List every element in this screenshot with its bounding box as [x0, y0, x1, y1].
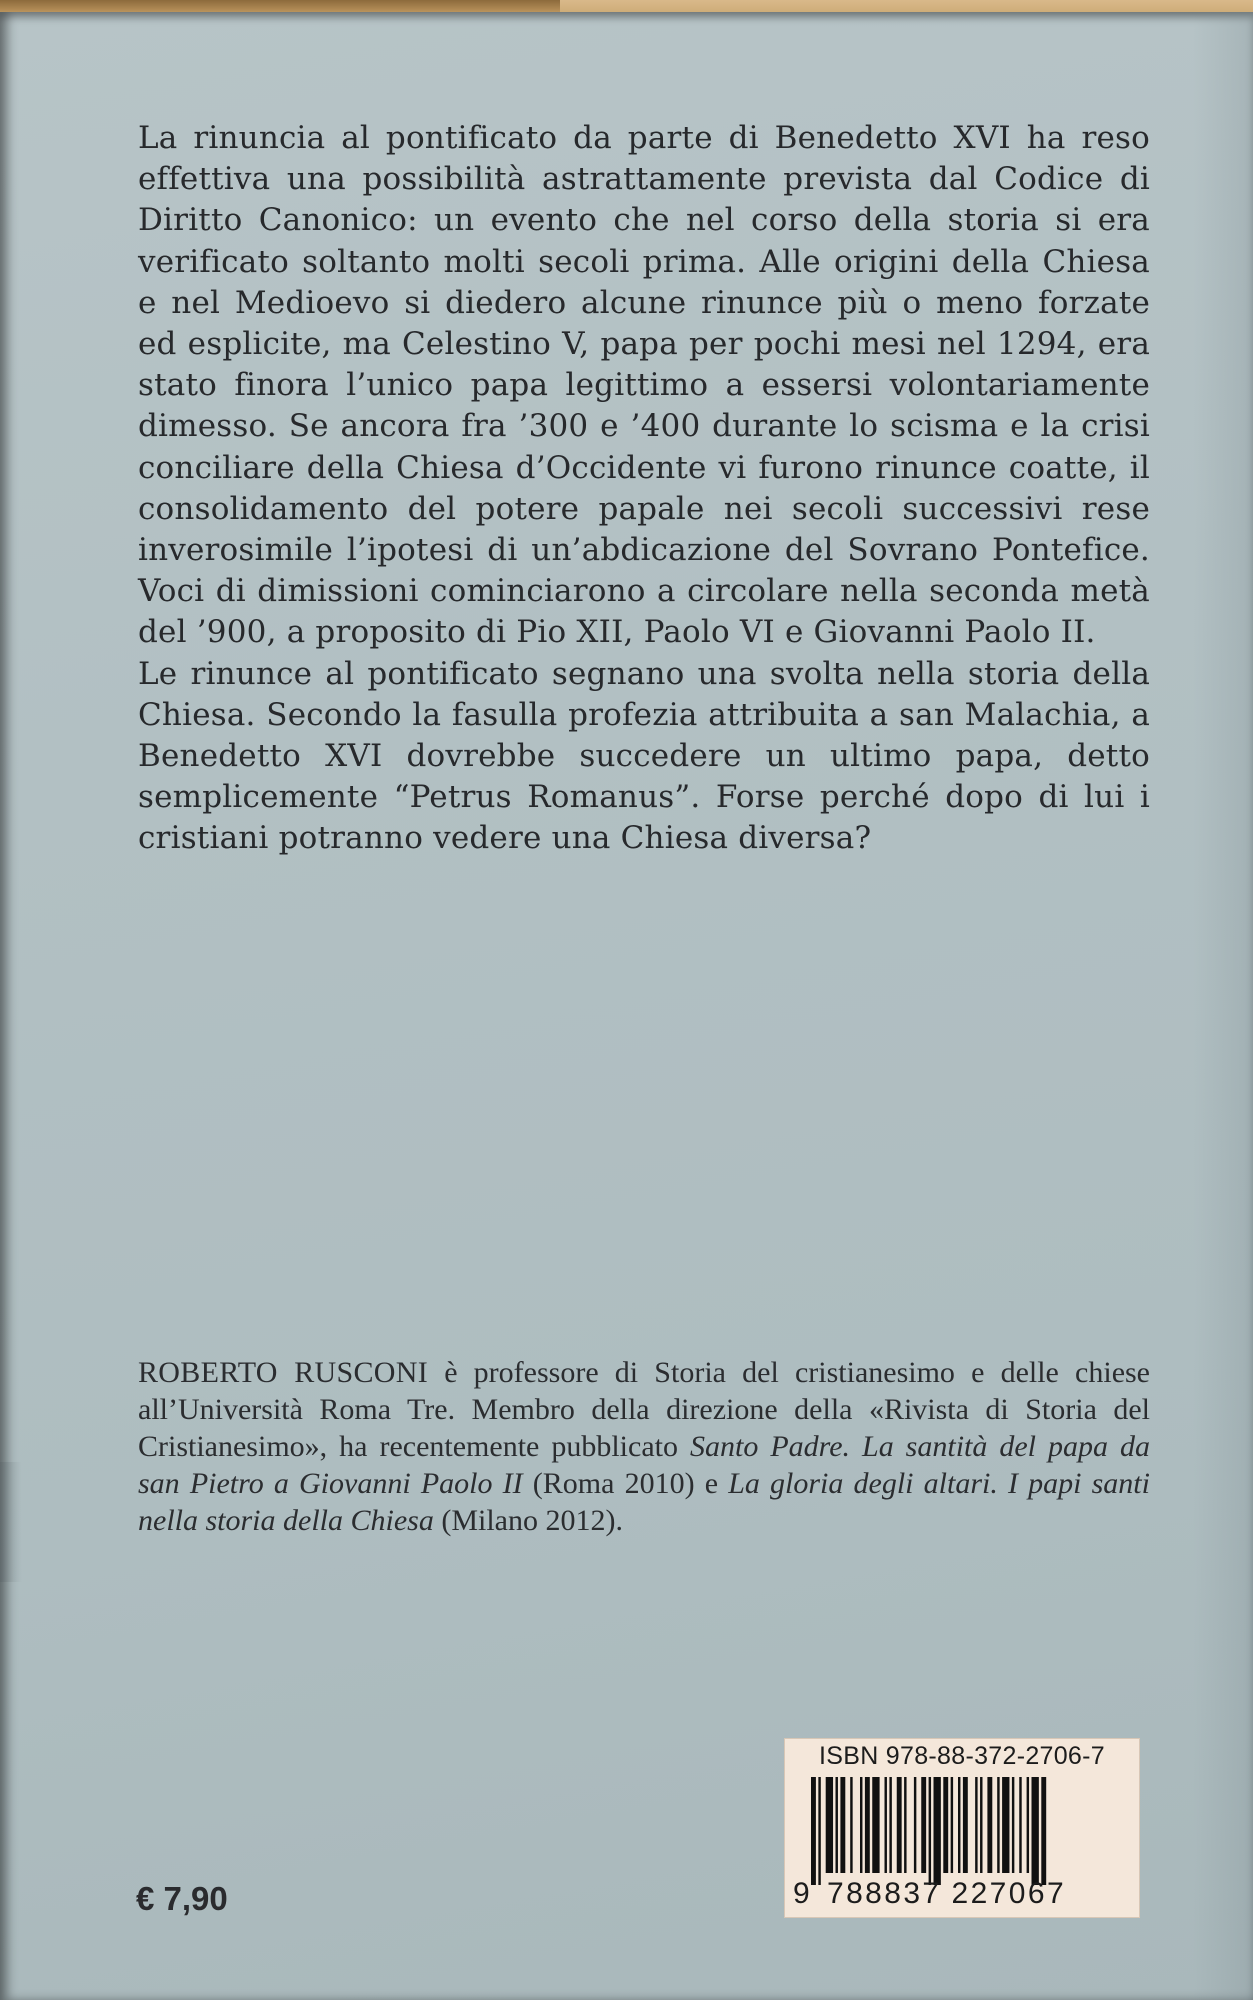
barcode-bar — [872, 1777, 879, 1873]
barcode-bar — [980, 1777, 982, 1873]
blurb-paragraph-1: La rinuncia al pontificato da parte di Benedetto XVI ha reso effettiva una possibilità astrattamente prevista dal Codice di Diritto Canonico: un evento che nel corso della storia si era verificato soltanto molti secoli prima. Alle origini della Chiesa e nel Medioevo si diedero alcune rinunce più o meno forzate ed esplicite, ma Celestino V, papa per pochi mesi nel 1294, era stato finora l’unico papa legittimo a essersi volontariamente dimesso. Se ancora fra ’300 e ’400 durante lo scisma e la crisi conciliare della Chiesa d’Occidente vi furono rinunce coatte, il consolidamento del potere papale nei secoli successivi rese inverosimile l’ipotesi di un’abdicazione del Sovrano Pontefice. Voci di dimissioni cominciarono a circolare nella seconda metà del ’900, a proposito di Pio XII, Paolo VI e Giovanni Paolo II. — [138, 120, 1150, 651]
barcode-bar — [929, 1777, 931, 1885]
barcode-bar — [904, 1777, 906, 1873]
barcode-bar — [958, 1777, 960, 1873]
barcode-bars — [809, 1777, 1119, 1885]
barcode-bar — [889, 1777, 891, 1873]
author-bio-text-1: è professore di Storia del cristianesimo e delle chiese all’Università Roma Tre. Membro della direzione della «Rivista di Storia del Cristianesimo», ha recentemente pubblicato — [138, 1356, 1150, 1463]
barcode-bar — [818, 1777, 820, 1885]
barcode-bar — [850, 1777, 852, 1873]
barcode-bar — [987, 1777, 992, 1873]
author-name: ROBERTO RUSCONI — [138, 1356, 429, 1389]
barcode-bar — [1041, 1777, 1046, 1885]
barcode-bar — [921, 1777, 926, 1873]
author-bio — [138, 1354, 1150, 1539]
barcode-bar — [951, 1777, 953, 1873]
ean-right-digits: 227067 — [951, 1877, 1067, 1910]
isbn-number: ISBN 978-88-372-2706-7 — [819, 1742, 1105, 1770]
barcode-bar — [811, 1777, 816, 1885]
barcode-bar — [885, 1777, 887, 1873]
ean-digits — [793, 1877, 1133, 1911]
barcode-bar — [963, 1777, 968, 1873]
author-bio-text-3: (Milano 2012). — [433, 1504, 623, 1537]
author-bio-text-2: (Roma 2010) e — [522, 1467, 729, 1500]
barcode-bar — [997, 1777, 999, 1873]
barcode-bar — [865, 1777, 870, 1873]
barcode-bar — [840, 1777, 845, 1873]
barcode-bar — [914, 1777, 916, 1873]
book-title-gloria-altari: La gloria degli altari. I papi santi nella storia della Chiesa — [138, 1467, 1150, 1537]
barcode-bar — [860, 1777, 862, 1873]
author-bio-paragraph — [138, 1354, 1150, 1539]
cover-edge-shade — [1193, 12, 1253, 2000]
barcode-bar — [826, 1777, 833, 1873]
barcode-sticker — [784, 1738, 1140, 1918]
ean-left-digits: 788837 — [827, 1877, 942, 1910]
barcode-bar — [836, 1777, 838, 1873]
ean-first-digit: 9 — [793, 1877, 813, 1910]
cover-crease — [0, 1462, 22, 1582]
barcode-bar — [1012, 1777, 1014, 1873]
barcode-bar — [897, 1777, 902, 1873]
blurb-text — [138, 118, 1150, 860]
barcode-bar — [975, 1777, 977, 1873]
book-title-santo-padre: Santo Padre. La santità del papa da san Pietro a Giovanni Paolo II — [138, 1430, 1150, 1500]
barcode-bar — [943, 1777, 948, 1873]
price-label: € 7,90 — [136, 1880, 228, 1917]
barcode-bar — [1002, 1777, 1009, 1873]
barcode-bar — [934, 1777, 941, 1885]
blurb-paragraph-2: Le rinunce al pontificato segnano una svolta nella storia della Chiesa. Secondo la fasulla profezia attribuita a san Malachia, a Benedetto XVI dovrebbe succedere un ultimo papa, detto semplicemente “Petrus Romanus”. Forse perché dopo di lui i cristiani potranno vedere una Chiesa diversa? — [138, 655, 1150, 857]
barcode-bar — [1027, 1777, 1029, 1873]
barcode-bar — [1032, 1777, 1039, 1885]
barcode-bar — [1019, 1777, 1021, 1873]
